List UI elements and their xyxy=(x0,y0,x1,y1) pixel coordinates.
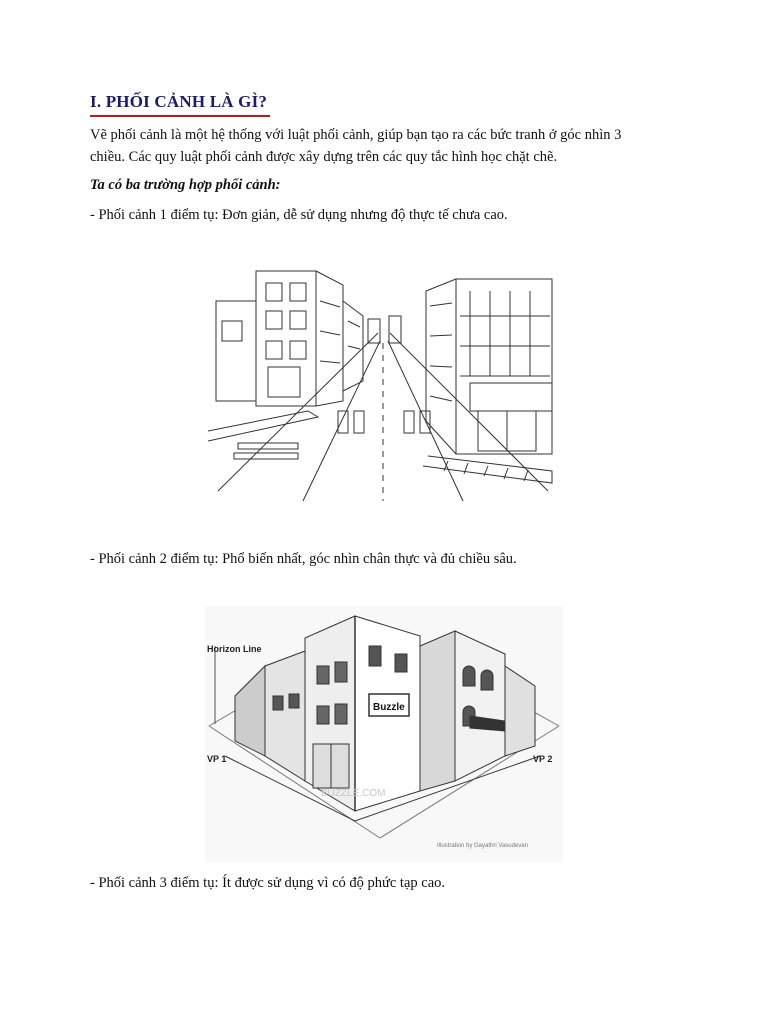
intro-line-1: Vẽ phối cảnh là một hệ thống với luật phối cảnh, giúp bạn tạo ra các bức tranh ở góc nhìn 3 xyxy=(90,127,622,143)
one-point-sketch xyxy=(208,261,560,507)
two-point-perspective-figure xyxy=(205,606,563,862)
one-point-item: - Phối cảnh 1 điểm tụ: Đơn giản, dễ sử dụng nhưng độ thực tế chưa cao. xyxy=(90,207,508,223)
one-point-perspective-figure xyxy=(208,261,560,507)
section-heading: I. PHỐI CẢNH LÀ GÌ? xyxy=(90,92,268,111)
illustration-credit: Illustration by Gayathri Vasudevan xyxy=(437,843,528,849)
intro-line-2: chiều. Các quy luật phối cảnh được xây dựng trên các quy tắc hình học chặt chẽ. xyxy=(90,149,558,165)
shop-sign-text: Buzzle xyxy=(373,702,405,713)
vp2-label: VP 2 xyxy=(533,754,553,764)
three-point-item: - Phối cảnh 3 điểm tụ: Ít được sử dụng vì có độ phức tạp cao. xyxy=(90,875,446,891)
cases-title: Ta có ba trường hợp phối cảnh: xyxy=(90,177,281,193)
intro-paragraph xyxy=(90,124,650,168)
vp1-label: VP 1 xyxy=(207,754,227,764)
heading-underline xyxy=(90,115,270,117)
watermark-text: BUZZLE.COM xyxy=(321,788,386,799)
two-point-item: - Phối cảnh 2 điểm tụ: Phổ biến nhất, góc nhìn chân thực và đủ chiều sâu. xyxy=(90,551,517,567)
horizon-line-label: Horizon Line xyxy=(207,644,262,654)
two-point-sketch xyxy=(205,606,563,862)
